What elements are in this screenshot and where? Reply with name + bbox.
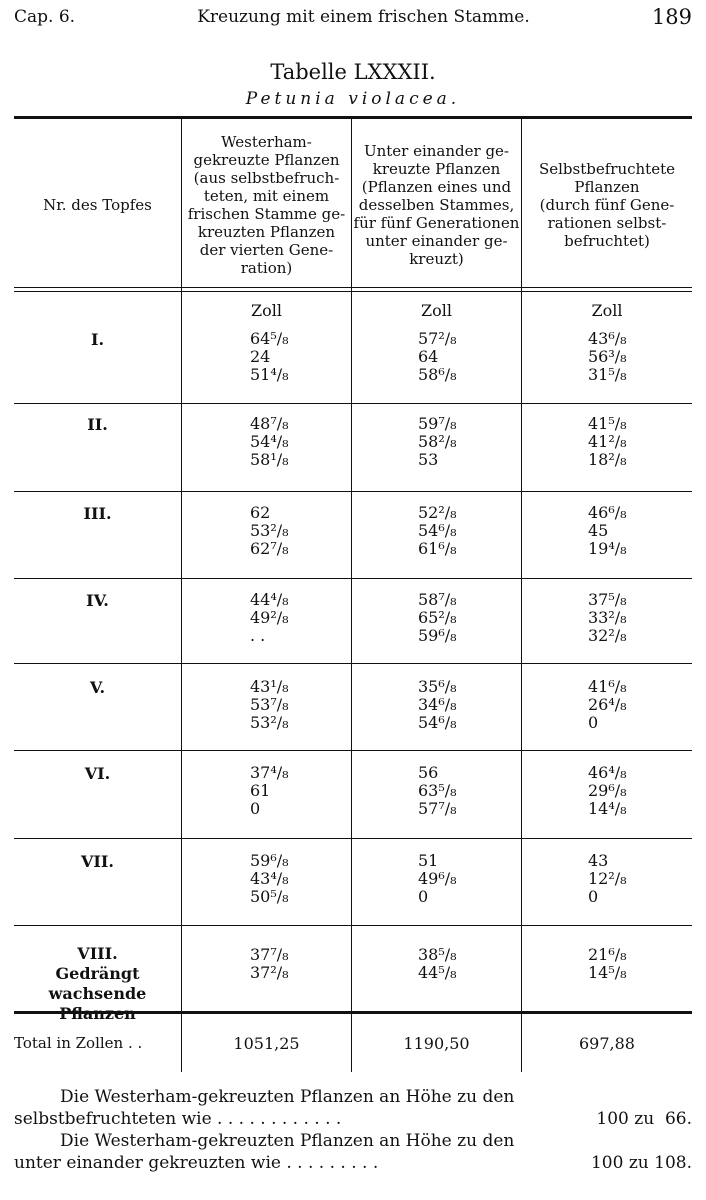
total-westerham: 1051,25: [233, 1034, 300, 1053]
pot-number: V.: [89, 678, 106, 697]
table-cell-selfed: [588, 591, 627, 645]
height-value: 0: [588, 713, 599, 732]
height-value: 46⁴/₈: [588, 763, 627, 782]
column-header-crossed: Unter einander ge- kreuzte Pflanzen (Pflanzen eines und desselben Stammes, für fünf Generationen unter einander ge- kreuzt): [353, 142, 520, 268]
height-value: 0: [588, 887, 599, 906]
height-value: 63⁵/₈: [418, 781, 457, 800]
height-value: 18²/₈: [588, 450, 627, 469]
height-value: 64⁵/₈: [250, 329, 289, 348]
table-cell-westerham: [250, 678, 289, 732]
height-value: 49²/₈: [250, 608, 289, 627]
table-cell-westerham: [250, 415, 289, 469]
running-title: Kreuzung mit einem frischen Stamme.: [197, 7, 530, 27]
height-value: 57⁷/₈: [418, 799, 457, 818]
height-value: 54⁴/₈: [250, 432, 289, 451]
height-value: 12²/₈: [588, 869, 627, 888]
height-value: 37⁵/₈: [588, 590, 627, 609]
height-value: 34⁶/₈: [418, 695, 457, 714]
height-value: 37⁷/₈: [250, 945, 289, 964]
row-divider: [14, 838, 692, 839]
row-divider: [14, 750, 692, 751]
header-rule-2: [14, 291, 692, 292]
height-value: 51: [418, 851, 439, 870]
height-value: 58²/₈: [418, 432, 457, 451]
table-cell-selfed: [588, 415, 627, 469]
pot-number: III.: [83, 504, 112, 523]
table-cell-selfed: [588, 678, 627, 732]
page-number: 189: [651, 5, 692, 29]
height-value: . .: [250, 626, 266, 645]
height-value: 0: [418, 887, 429, 906]
table-cell-crossed: [418, 415, 457, 469]
height-value: 58¹/₈: [250, 450, 289, 469]
height-value: 24: [250, 347, 271, 366]
table-cell-selfed: [588, 330, 627, 384]
height-value: 0: [250, 799, 261, 818]
height-value: 44⁵/₈: [418, 963, 457, 982]
summary-statement: [14, 1130, 692, 1174]
height-value: 44⁴/₈: [250, 590, 289, 609]
row-divider: [14, 578, 692, 579]
height-value: 58⁶/₈: [418, 365, 457, 384]
column-header-selfed: Selbstbefruchtete Pflanzen (durch fünf Gene- rationen selbst- befruchtet): [538, 160, 675, 250]
height-value: 33²/₈: [588, 608, 627, 627]
height-value: 53²/₈: [250, 521, 289, 540]
total-crossed: 1190,50: [403, 1034, 470, 1053]
header-rule-1: [14, 287, 692, 288]
table-cell-selfed: [588, 852, 627, 906]
height-value: 48⁷/₈: [250, 414, 289, 433]
height-value: 61: [250, 781, 271, 800]
height-value: 56³/₈: [588, 347, 627, 366]
total-label: Total in Zollen . .: [14, 1034, 143, 1052]
table-cell-westerham: [250, 504, 289, 558]
height-value: 43¹/₈: [250, 677, 289, 696]
table-top-rule: [14, 116, 692, 119]
table-cell-crossed: [418, 946, 457, 982]
height-value: 43: [588, 851, 609, 870]
pot-number: VII.: [81, 852, 114, 871]
pot-number: VI.: [84, 764, 111, 783]
table-cell-westerham: [250, 852, 289, 906]
summary-ratio: 100 zu 108.: [590, 1153, 692, 1173]
height-value: 58⁷/₈: [418, 590, 457, 609]
table-cell-crossed: [418, 764, 457, 818]
table-cell-selfed: [588, 504, 627, 558]
height-value: 37⁴/₈: [250, 763, 289, 782]
table-cell-selfed: [588, 946, 627, 982]
height-value: 29⁶/₈: [588, 781, 627, 800]
table-cell-westerham: [250, 764, 289, 818]
height-value: 31⁵/₈: [588, 365, 627, 384]
total-selfed: 697,88: [579, 1034, 635, 1053]
height-value: 41⁵/₈: [588, 414, 627, 433]
unit-label: Zoll: [591, 301, 623, 320]
height-value: 53⁷/₈: [250, 695, 289, 714]
summary-text: Die Westerham-gekreuzten Pflanzen an Höhe zu den: [60, 1087, 515, 1107]
height-value: 59⁶/₈: [418, 626, 457, 645]
height-value: 64: [418, 347, 439, 366]
height-value: 43⁶/₈: [588, 329, 627, 348]
height-value: 54⁶/₈: [418, 521, 457, 540]
height-value: 14⁴/₈: [588, 799, 627, 818]
height-value: 61⁶/₈: [418, 539, 457, 558]
table-cell-crossed: [418, 852, 457, 906]
chapter-label: Cap. 6.: [14, 7, 76, 27]
height-value: 32²/₈: [588, 626, 627, 645]
height-value: 37²/₈: [250, 963, 289, 982]
table-subtitle: Petunia violacea.: [245, 89, 461, 109]
height-value: 41⁶/₈: [588, 677, 627, 696]
pot-number: I.: [90, 330, 105, 349]
summary-text: Die Westerham-gekreuzten Pflanzen an Höhe zu den: [60, 1131, 515, 1151]
height-value: 52²/₈: [418, 503, 457, 522]
height-value: 56: [418, 763, 439, 782]
height-value: 51⁴/₈: [250, 365, 289, 384]
table-cell-crossed: [418, 591, 457, 645]
height-value: 50⁵/₈: [250, 887, 289, 906]
height-value: 41²/₈: [588, 432, 627, 451]
summary-text: unter einander gekreuzten wie . . . . . . . . .: [14, 1153, 379, 1173]
height-value: 62: [250, 503, 271, 522]
height-value: 19⁴/₈: [588, 539, 627, 558]
height-value: 21⁶/₈: [588, 945, 627, 964]
row-divider: [14, 925, 692, 926]
height-value: 35⁶/₈: [418, 677, 457, 696]
unit-label: Zoll: [251, 301, 282, 320]
height-value: 59⁷/₈: [418, 414, 457, 433]
height-value: 57²/₈: [418, 329, 457, 348]
unit-label: Zoll: [421, 301, 452, 320]
row-divider: [14, 663, 692, 664]
row-divider: [14, 491, 692, 492]
height-value: 49⁶/₈: [418, 869, 457, 888]
table-cell-crossed: [418, 330, 457, 384]
height-value: 46⁶/₈: [588, 503, 627, 522]
table-cell-crossed: [418, 678, 457, 732]
column-header-westerham: Westerham- gekreuzte Pflanzen (aus selbstbefruch- teten, mit einem frischen Stamme ge- kreuzten Pflanzen der vierten Gene- ration): [187, 133, 346, 277]
summary-ratio: 100 zu 66.: [596, 1109, 692, 1129]
running-header: [14, 4, 692, 30]
table-cell-selfed: [588, 764, 627, 818]
height-value: 43⁴/₈: [250, 869, 289, 888]
height-value: 65²/₈: [418, 608, 457, 627]
summary-text: selbstbefruchteten wie . . . . . . . . . . . .: [14, 1109, 342, 1129]
column-header-pot: Nr. des Topfes: [43, 196, 152, 214]
height-value: 62⁷/₈: [250, 539, 289, 558]
table-cell-westerham: [250, 591, 289, 645]
height-value: 54⁶/₈: [418, 713, 457, 732]
table-cell-westerham: [250, 946, 289, 982]
height-value: 14⁵/₈: [588, 963, 627, 982]
pot-number: IV.: [86, 591, 109, 610]
pot-number: II.: [87, 415, 108, 434]
height-value: 53²/₈: [250, 713, 289, 732]
pot-number: VIII. Gedrängt wachsende Pflanzen: [48, 944, 147, 1023]
table-cell-crossed: [418, 504, 457, 558]
row-divider: [14, 403, 692, 404]
height-value: 38⁵/₈: [418, 945, 457, 964]
height-value: 53: [418, 450, 439, 469]
table-cell-westerham: [250, 330, 289, 384]
height-value: 26⁴/₈: [588, 695, 627, 714]
height-value: 45: [588, 521, 609, 540]
table-title: Tabelle LXXXII.: [270, 60, 436, 84]
summary-statement: [14, 1086, 692, 1130]
height-value: 59⁶/₈: [250, 851, 289, 870]
